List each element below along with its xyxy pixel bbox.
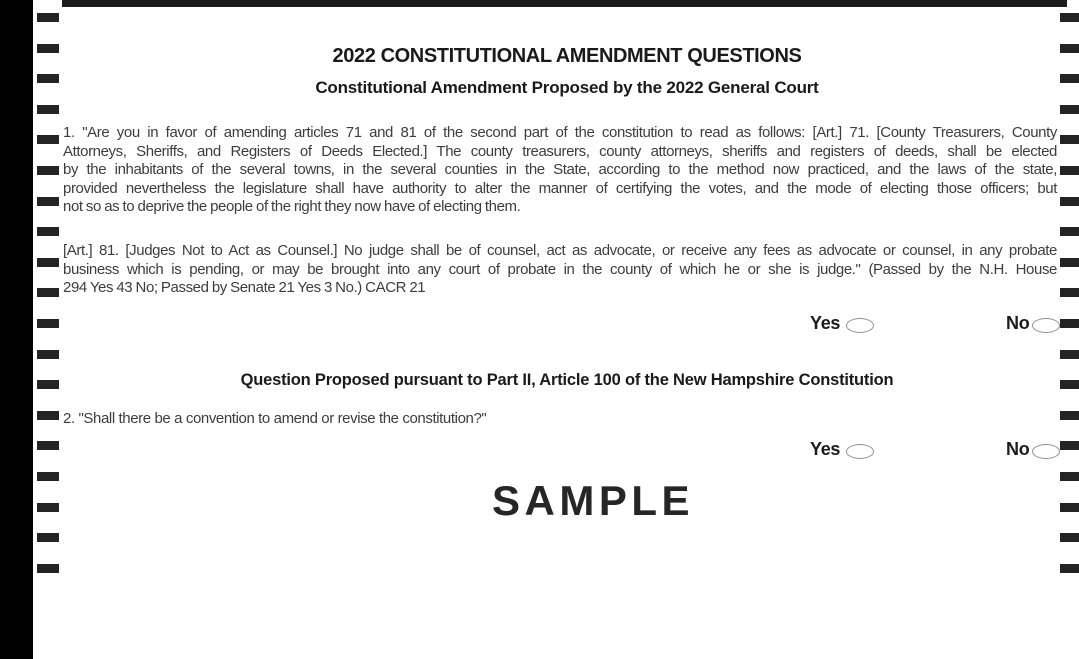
timing-mark bbox=[37, 135, 59, 144]
timing-mark bbox=[37, 74, 59, 83]
timing-mark bbox=[1060, 135, 1079, 144]
page-title: 2022 CONSTITUTIONAL AMENDMENT QUESTIONS bbox=[332, 45, 802, 67]
timing-mark bbox=[37, 166, 59, 175]
page-subtitle: Constitutional Amendment Proposed by the 2022 General Court bbox=[315, 78, 819, 97]
question1-yes-bubble[interactable] bbox=[846, 318, 874, 333]
timing-mark bbox=[1060, 411, 1079, 420]
sample-watermark: SAMPLE bbox=[492, 477, 695, 524]
paragraph-line: provided nevertheless the legislature shall have authority to alter the manner of certifying the votes, and the mode of electing those officers; but bbox=[63, 179, 1057, 197]
question1-paragraph-2 bbox=[63, 242, 1057, 298]
timing-mark bbox=[37, 44, 59, 53]
timing-mark bbox=[37, 105, 59, 114]
ballot-top-edge-bar bbox=[62, 0, 1067, 7]
question2-yes-bubble[interactable] bbox=[846, 444, 874, 459]
timing-mark bbox=[37, 258, 59, 267]
question1-yes-label: Yes bbox=[810, 313, 841, 333]
paragraph-line: Attorneys, Sheriffs, and Registers of Deeds Elected.] The county treasurers, county attorneys, sheriffs and registers of deeds, shall be elected bbox=[63, 142, 1057, 160]
timing-mark bbox=[37, 380, 59, 389]
paragraph-line: 294 Yes 43 No; Passed by Senate 21 Yes 3 No.) CACR 21 bbox=[63, 279, 426, 297]
timing-mark bbox=[1060, 197, 1079, 206]
timing-mark bbox=[37, 319, 59, 328]
question2-text: 2. "Shall there be a convention to amend or revise the constitution?" bbox=[63, 410, 487, 427]
timing-mark bbox=[1060, 105, 1079, 114]
question2-no-bubble[interactable] bbox=[1032, 444, 1060, 459]
paragraph-line: business which is pending, or may be brought into any court of probate in the county of which he or she is judge." (Passed by the N.H. House bbox=[63, 260, 1057, 278]
question1-paragraph-1 bbox=[63, 124, 1057, 217]
timing-mark bbox=[37, 288, 59, 297]
question2-yes-label: Yes bbox=[810, 439, 841, 459]
timing-mark bbox=[37, 13, 59, 22]
question2-heading: Question Proposed pursuant to Part II, Article 100 of the New Hampshire Constitution bbox=[240, 371, 894, 389]
timing-mark bbox=[37, 533, 59, 542]
paragraph-line: not so as to deprive the people of the right they now have of electing them. bbox=[63, 198, 521, 216]
paragraph-line: by the inhabitants of the several towns, in the several counties in the State, according to the method now practiced, and the laws of the state, bbox=[63, 161, 1057, 179]
timing-mark bbox=[1060, 13, 1079, 22]
timing-mark bbox=[37, 350, 59, 359]
timing-mark bbox=[1060, 319, 1079, 328]
question1-no-label: No bbox=[1006, 313, 1030, 333]
paragraph-line: [Art.] 81. [Judges Not to Act as Counsel.] No judge shall be of counsel, act as advocate, or receive any fees as advocate or counsel, in any probate bbox=[63, 242, 1057, 259]
timing-mark bbox=[1060, 166, 1079, 175]
timing-mark bbox=[1060, 288, 1079, 297]
question1-no-bubble[interactable] bbox=[1032, 318, 1060, 333]
timing-mark bbox=[37, 411, 59, 420]
timing-mark bbox=[37, 503, 59, 512]
question2-no-label: No bbox=[1006, 439, 1030, 459]
timing-mark bbox=[1060, 441, 1079, 450]
timing-mark bbox=[37, 472, 59, 481]
timing-mark bbox=[37, 197, 59, 206]
paragraph-line: 1. "Are you in favor of amending articles 71 and 81 of the second part of the constitution to read as follows: [Art.] 71. [County Treasurers, County bbox=[63, 124, 1057, 141]
timing-mark bbox=[1060, 258, 1079, 267]
timing-mark bbox=[1060, 472, 1079, 481]
timing-mark bbox=[37, 441, 59, 450]
timing-mark bbox=[37, 564, 59, 573]
timing-mark bbox=[1060, 564, 1079, 573]
timing-mark bbox=[1060, 350, 1079, 359]
timing-mark bbox=[1060, 227, 1079, 236]
timing-mark bbox=[1060, 503, 1079, 512]
timing-mark bbox=[1060, 533, 1079, 542]
timing-mark bbox=[37, 227, 59, 236]
ballot-edge-column bbox=[0, 0, 33, 659]
